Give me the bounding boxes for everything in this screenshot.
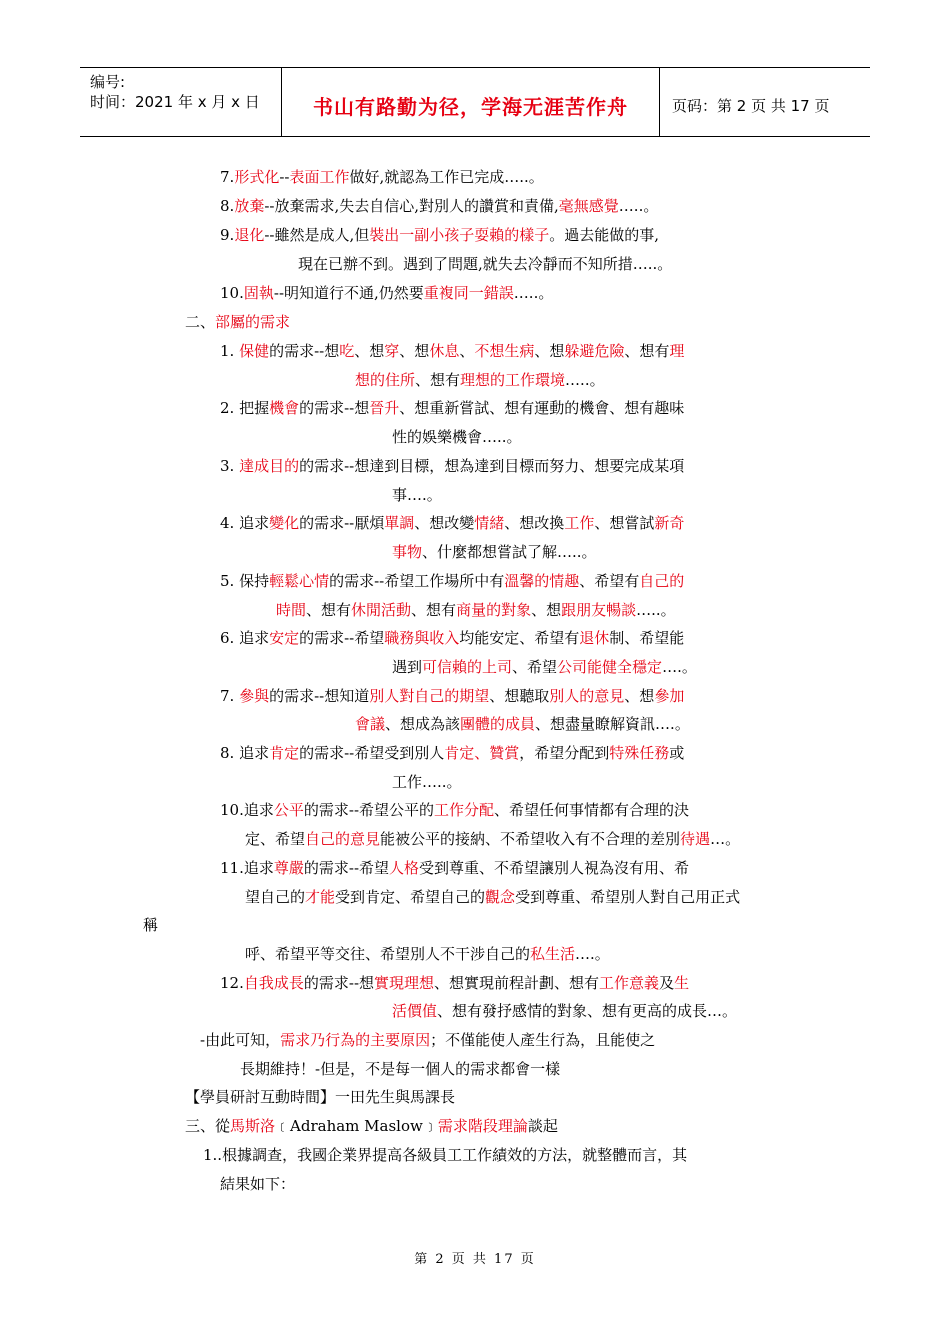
highlighted-text: 自己的 bbox=[639, 572, 685, 590]
text-line bbox=[392, 427, 522, 447]
plain-text: 、 bbox=[459, 342, 475, 360]
plain-text: 2. 把握 bbox=[220, 399, 270, 417]
plain-text: 1. bbox=[220, 342, 240, 360]
plain-text: 的需求--想 bbox=[299, 399, 370, 417]
highlighted-text: 活價值 bbox=[392, 1002, 438, 1020]
highlighted-text: 才能 bbox=[305, 888, 336, 906]
plain-text: -- bbox=[279, 168, 290, 186]
text-line bbox=[220, 398, 684, 418]
plain-text: 事….。 bbox=[392, 486, 442, 504]
text-line bbox=[185, 1116, 558, 1136]
plain-text: 的需求--想達到目標，想為達到目標而努力、想要完成某項 bbox=[299, 457, 685, 475]
plain-text: 、想有 bbox=[415, 371, 461, 389]
highlighted-text: 不想生病 bbox=[474, 342, 535, 360]
highlighted-text: 自我成長 bbox=[243, 974, 304, 992]
highlighted-text: 公平 bbox=[273, 801, 304, 819]
plain-text: 、想有 bbox=[306, 601, 352, 619]
text-line bbox=[276, 600, 676, 620]
highlighted-text: 會議 bbox=[355, 715, 386, 733]
plain-text: …。 bbox=[710, 830, 741, 848]
highlighted-text: 休息 bbox=[429, 342, 460, 360]
text-line bbox=[220, 743, 684, 763]
highlighted-text: 達成目的 bbox=[239, 457, 300, 475]
plain-text: 遇到 bbox=[392, 658, 423, 676]
highlighted-text: 尊嚴 bbox=[273, 859, 304, 877]
header-motto-cell bbox=[282, 68, 660, 136]
text-line bbox=[392, 542, 597, 562]
highlighted-text: 公司能健全穩定 bbox=[557, 658, 663, 676]
text-line bbox=[355, 370, 605, 390]
plain-text: 、想有發抒感情的對象、想有更高的成長…。 bbox=[437, 1002, 738, 1020]
highlighted-text: 表面工作 bbox=[289, 168, 350, 186]
highlighted-text: 裝出一副小孩子耍賴的樣子 bbox=[369, 226, 550, 244]
plain-text: 定、希望 bbox=[245, 830, 306, 848]
plain-text: 8. 追求 bbox=[220, 744, 270, 762]
text-line bbox=[220, 341, 684, 361]
plain-text: 、想 bbox=[624, 687, 655, 705]
plain-text: 5. 保持 bbox=[220, 572, 270, 590]
highlighted-text: 工作分配 bbox=[434, 801, 495, 819]
highlighted-text: 變化 bbox=[269, 514, 300, 532]
highlighted-text: 放棄 bbox=[234, 197, 265, 215]
highlighted-text: 想的住所 bbox=[355, 371, 416, 389]
plain-text: 9. bbox=[220, 226, 235, 244]
plain-text: --雖然是成人,但 bbox=[264, 226, 370, 244]
text-line bbox=[143, 915, 158, 935]
document-header bbox=[80, 67, 870, 137]
plain-text: 或 bbox=[669, 744, 685, 762]
highlighted-text: 團體的成員 bbox=[460, 715, 536, 733]
text-line bbox=[220, 513, 684, 533]
plain-text: 的需求--希望 bbox=[303, 859, 390, 877]
highlighted-text: 理 bbox=[669, 342, 685, 360]
page-label: 页码：第 2 页 共 17 页 bbox=[672, 96, 830, 115]
highlighted-text: 休閒活動 bbox=[351, 601, 412, 619]
text-line bbox=[220, 283, 553, 303]
plain-text: 、想 bbox=[534, 342, 565, 360]
page-footer: 第 2 页 共 17 页 bbox=[414, 1252, 536, 1267]
highlighted-text: 肯定、贊賞 bbox=[444, 744, 520, 762]
text-line bbox=[220, 225, 659, 245]
plain-text: 二、 bbox=[185, 313, 216, 331]
plain-text: 長期維持！-但是，不是每一個人的需求都會一樣 bbox=[240, 1060, 561, 1078]
plain-text: 。過去能做的事, bbox=[549, 226, 660, 244]
highlighted-text: 工作 bbox=[564, 514, 595, 532]
plain-text: 、想聽取 bbox=[489, 687, 550, 705]
plain-text: 的需求--希望受到別人 bbox=[299, 744, 445, 762]
plain-text: ….。 bbox=[575, 945, 610, 963]
highlighted-text: 輕鬆心情 bbox=[269, 572, 330, 590]
plain-text: 望自己的 bbox=[245, 888, 306, 906]
plain-text: -由此可知， bbox=[200, 1031, 281, 1049]
highlighted-text: 重複同一錯誤 bbox=[423, 284, 514, 302]
plain-text: …..。 bbox=[513, 284, 554, 302]
highlighted-text: 商量的對象 bbox=[456, 601, 532, 619]
plain-text: 的需求--想 bbox=[269, 342, 340, 360]
plain-text: 受到肯定、希望自己的 bbox=[335, 888, 486, 906]
plain-text: 3. bbox=[220, 457, 240, 475]
plain-text: 、想盡量瞭解資訊….。 bbox=[535, 715, 690, 733]
plain-text: 制、希望能 bbox=[609, 629, 685, 647]
plain-text: 、什麼都想嘗試了解…..。 bbox=[422, 543, 597, 561]
highlighted-text: 形式化 bbox=[234, 168, 280, 186]
time-label: 时间：2021 年 x 月 x 日 bbox=[90, 93, 260, 111]
text-line bbox=[220, 686, 684, 706]
highlighted-text: 生 bbox=[674, 974, 690, 992]
highlighted-text: 別人對自己的期望 bbox=[369, 687, 490, 705]
text-line bbox=[355, 714, 690, 734]
highlighted-text: 新奇 bbox=[654, 514, 685, 532]
highlighted-text: 安定 bbox=[269, 629, 300, 647]
highlighted-text: 參加 bbox=[654, 687, 685, 705]
highlighted-text: 固執 bbox=[243, 284, 274, 302]
plain-text: --放棄需求,失去自信心,對別人的讚賞和責備, bbox=[264, 197, 559, 215]
plain-text: 、希望任何事情都有合理的決 bbox=[494, 801, 690, 819]
plain-text: 性的娛樂機會…..。 bbox=[392, 428, 522, 446]
plain-text: 、想有 bbox=[624, 342, 670, 360]
highlighted-text: 穿 bbox=[384, 342, 400, 360]
plain-text: 能被公平的接納、不希望收入有不合理的差別 bbox=[380, 830, 681, 848]
plain-text: 受到尊重、不希望讓別人視為沒有用、希 bbox=[419, 859, 690, 877]
plain-text: 的需求--厭煩 bbox=[299, 514, 385, 532]
plain-text: 12. bbox=[220, 974, 244, 992]
highlighted-text: 待遇 bbox=[680, 830, 711, 848]
plain-text: …..。 bbox=[618, 197, 659, 215]
plain-text: 、希望 bbox=[512, 658, 558, 676]
plain-text: 1..根據調查，我國企業界提高各級員工工作績效的方法，就整體而言，其 bbox=[203, 1146, 688, 1164]
highlighted-text: 自己的意見 bbox=[305, 830, 381, 848]
plain-text: 做好,就認為工作已完成…..。 bbox=[349, 168, 544, 186]
plain-text: …..。 bbox=[565, 371, 605, 389]
plain-text: 4. 追求 bbox=[220, 514, 270, 532]
plain-text: ﹝Adraham Maslow﹞ bbox=[275, 1117, 438, 1135]
plain-text: 、想嘗試 bbox=[594, 514, 655, 532]
text-line bbox=[392, 1001, 737, 1021]
text-line bbox=[220, 1174, 295, 1194]
highlighted-text: 部屬的需求 bbox=[215, 313, 291, 331]
highlighted-text: 工作意義 bbox=[599, 974, 660, 992]
highlighted-text: 機會 bbox=[269, 399, 300, 417]
plain-text: 7. bbox=[220, 168, 235, 186]
highlighted-text: 保健 bbox=[239, 342, 270, 360]
highlighted-text: 實現理想 bbox=[374, 974, 435, 992]
highlighted-text: 人格 bbox=[389, 859, 420, 877]
plain-text: 的需求--希望 bbox=[299, 629, 385, 647]
text-line bbox=[200, 1030, 655, 1050]
highlighted-text: 馬斯洛 bbox=[230, 1117, 276, 1135]
text-line bbox=[220, 196, 658, 216]
highlighted-text: 肯定 bbox=[269, 744, 300, 762]
plain-text: 的需求--希望公平的 bbox=[303, 801, 435, 819]
text-line bbox=[392, 657, 697, 677]
plain-text: 、想實現前程計劃、想有 bbox=[434, 974, 600, 992]
text-line bbox=[220, 800, 689, 820]
plain-text: 的需求--想知道 bbox=[269, 687, 370, 705]
plain-text: 、想改變 bbox=[414, 514, 475, 532]
highlighted-text: 參與 bbox=[239, 687, 270, 705]
plain-text: 、想 bbox=[531, 601, 562, 619]
highlighted-text: 退化 bbox=[234, 226, 265, 244]
plain-text: 結果如下： bbox=[220, 1175, 296, 1193]
text-line bbox=[220, 628, 684, 648]
highlighted-text: 特殊任務 bbox=[609, 744, 670, 762]
plain-text: 8. bbox=[220, 197, 235, 215]
plain-text: 談起 bbox=[527, 1117, 558, 1135]
highlighted-text: 別人的意見 bbox=[549, 687, 625, 705]
highlighted-text: 需求乃行為的主要原因 bbox=[280, 1031, 431, 1049]
text-line bbox=[392, 485, 442, 505]
highlighted-text: 情緒 bbox=[474, 514, 505, 532]
text-line bbox=[220, 571, 684, 591]
plain-text: 、想改換 bbox=[504, 514, 565, 532]
highlighted-text: 溫馨的情趣 bbox=[504, 572, 580, 590]
highlighted-text: 時間 bbox=[276, 601, 307, 619]
number-label: 编号: bbox=[90, 73, 126, 91]
header-meta bbox=[80, 68, 282, 136]
plain-text: 、想重新嘗試、想有運動的機會、想有趣味 bbox=[399, 399, 685, 417]
plain-text: 、想 bbox=[399, 342, 430, 360]
plain-text: 現在已辦不到。遇到了問題,就失去冷靜而不知所措…..。 bbox=[298, 255, 673, 273]
highlighted-text: 晉升 bbox=[369, 399, 400, 417]
plain-text: 、想有 bbox=[411, 601, 457, 619]
text-line bbox=[203, 1145, 687, 1165]
plain-text: 均能安定、希望有 bbox=[459, 629, 580, 647]
plain-text: 的需求--希望工作場所中有 bbox=[329, 572, 505, 590]
plain-text: 【學員研討互動時間】一田先生與馬課長 bbox=[185, 1088, 456, 1106]
text-line bbox=[220, 456, 684, 476]
plain-text: 、希望有 bbox=[579, 572, 640, 590]
highlighted-text: 事物 bbox=[392, 543, 423, 561]
text-line bbox=[220, 167, 544, 187]
highlighted-text: 單調 bbox=[384, 514, 415, 532]
text-line bbox=[185, 312, 290, 332]
plain-text: 三、從 bbox=[185, 1117, 231, 1135]
text-line bbox=[240, 1059, 560, 1079]
plain-text: 呼、希望平等交往、希望別人不干涉自己的 bbox=[245, 945, 531, 963]
text-line bbox=[298, 254, 672, 274]
plain-text: 、想 bbox=[354, 342, 385, 360]
text-line bbox=[220, 973, 689, 993]
motto-text: 书山有路勤为径，学海无涯苦作舟 bbox=[313, 94, 628, 119]
plain-text: …..。 bbox=[636, 601, 676, 619]
plain-text: 及 bbox=[659, 974, 675, 992]
text-line bbox=[220, 858, 689, 878]
highlighted-text: 職務與收入 bbox=[384, 629, 460, 647]
highlighted-text: 私生活 bbox=[530, 945, 576, 963]
plain-text: ；不僅能使人產生行為，且能使之 bbox=[430, 1031, 656, 1049]
plain-text: 的需求--想 bbox=[303, 974, 375, 992]
plain-text: 、想成為該 bbox=[385, 715, 461, 733]
highlighted-text: 退休 bbox=[579, 629, 610, 647]
highlighted-text: 吃 bbox=[339, 342, 355, 360]
text-line bbox=[392, 772, 462, 792]
highlighted-text: 理想的工作環境 bbox=[460, 371, 566, 389]
plain-text: ….。 bbox=[662, 658, 697, 676]
plain-text: 10.追求 bbox=[220, 801, 274, 819]
highlighted-text: 可信賴的上司 bbox=[422, 658, 513, 676]
highlighted-text: 觀念 bbox=[485, 888, 516, 906]
text-line bbox=[245, 887, 740, 907]
plain-text: 10. bbox=[220, 284, 244, 302]
plain-text: ，希望分配到 bbox=[519, 744, 610, 762]
text-line bbox=[245, 829, 740, 849]
highlighted-text: 需求階段理論 bbox=[437, 1117, 528, 1135]
plain-text: 稱 bbox=[143, 916, 159, 934]
plain-text: 受到尊重、希望別人對自己用正式 bbox=[515, 888, 741, 906]
highlighted-text: 躲避危險 bbox=[564, 342, 625, 360]
text-line bbox=[185, 1087, 455, 1107]
header-page-cell bbox=[660, 68, 870, 136]
text-line bbox=[245, 944, 610, 964]
plain-text: 7. bbox=[220, 687, 240, 705]
plain-text: --明知道行不通,仍然要 bbox=[273, 284, 424, 302]
plain-text: 6. 追求 bbox=[220, 629, 270, 647]
highlighted-text: 跟朋友暢談 bbox=[561, 601, 637, 619]
highlighted-text: 毫無感覺 bbox=[558, 197, 619, 215]
plain-text: 11.追求 bbox=[220, 859, 274, 877]
plain-text: 工作…..。 bbox=[392, 773, 462, 791]
